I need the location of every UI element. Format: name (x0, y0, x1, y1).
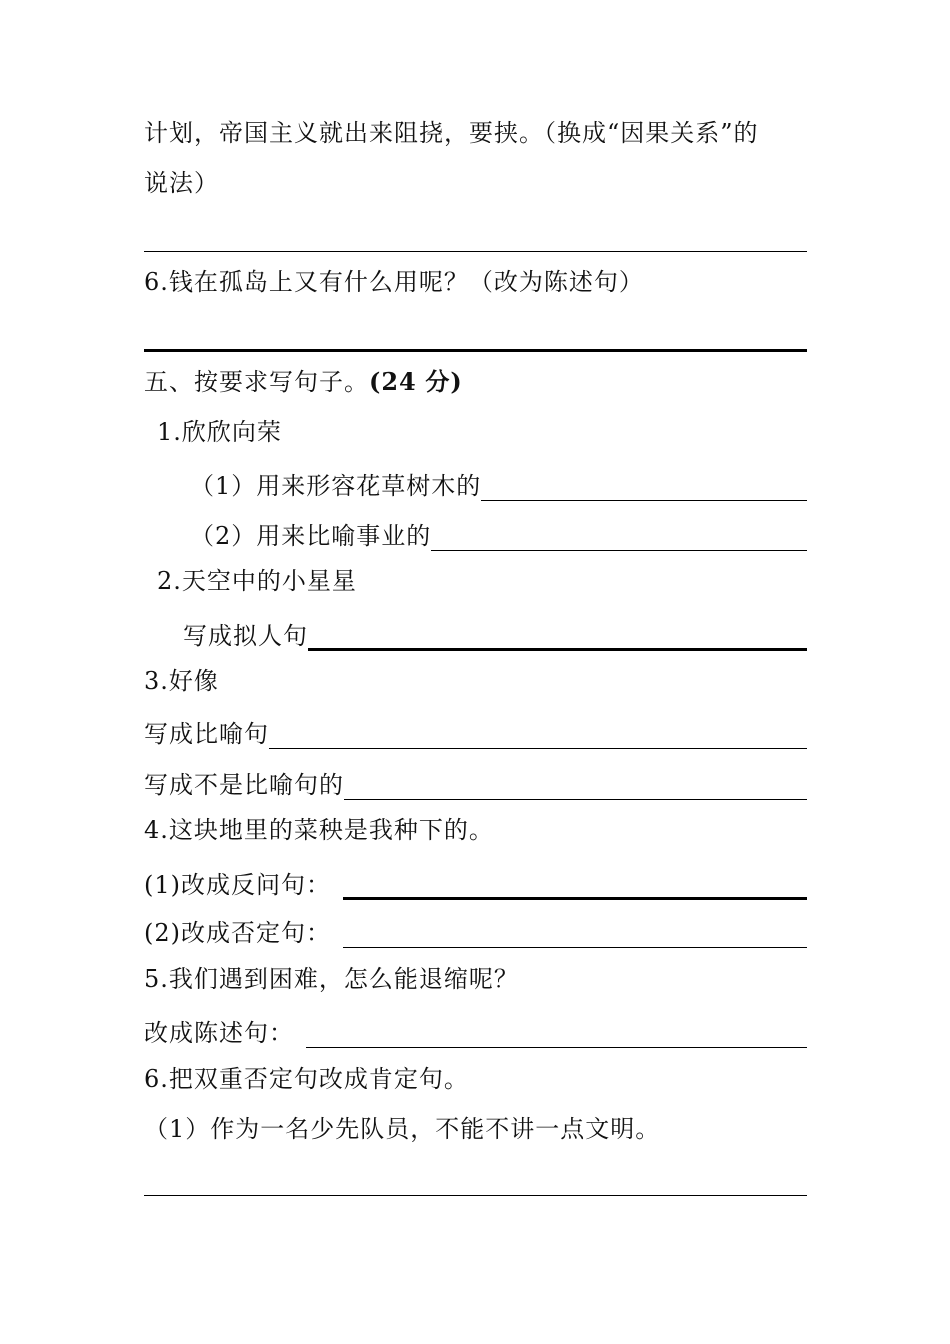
answer-row (144, 760, 807, 800)
answer-line[interactable] (144, 1195, 807, 1196)
answer-row (144, 709, 807, 749)
answer-label: 写成比喻句 (144, 720, 269, 748)
answer-label: (2)改成否定句： (144, 919, 331, 947)
section-heading (144, 367, 463, 397)
answer-line[interactable] (306, 1047, 807, 1048)
answer-line[interactable] (431, 550, 807, 551)
answer-line[interactable] (344, 799, 807, 800)
section-score: (24 (369, 367, 417, 396)
answer-line[interactable] (343, 897, 807, 900)
section-title: 五、按要求写句子。 (144, 368, 369, 396)
question-text: 说法） (144, 169, 219, 197)
answer-line[interactable] (144, 251, 807, 252)
answer-row (183, 611, 807, 651)
answer-row (144, 1008, 807, 1048)
answer-line[interactable] (308, 648, 807, 651)
question-title: 5.我们遇到困难，怎么能退缩呢？ (144, 965, 519, 993)
question-title: 4.这块地里的菜秧是我种下的。 (144, 816, 494, 844)
answer-line[interactable] (481, 500, 807, 501)
answer-row (190, 511, 807, 551)
question-title: 3.好像 (144, 667, 219, 695)
answer-row (190, 461, 807, 501)
question-text: 6.钱在孤岛上又有什么用呢？（改为陈述句） (144, 268, 644, 296)
answer-row (144, 908, 807, 948)
answer-line[interactable] (343, 947, 807, 948)
answer-label: (1)改成反问句： (144, 871, 331, 899)
question-text: （1）作为一名少先队员，不能不讲一点文明。 (144, 1115, 661, 1143)
answer-row (144, 860, 807, 900)
question-title: 2.天空中的小星星 (157, 567, 357, 595)
answer-line[interactable] (269, 748, 807, 749)
question-title: 6.把双重否定句改成肯定句。 (144, 1065, 469, 1093)
answer-label: （1）用来形容花草树木的 (190, 472, 482, 500)
answer-label: 写成不是比喻句的 (144, 771, 344, 799)
question-title: 1.欣欣向荣 (157, 418, 282, 446)
answer-label: 写成拟人句 (183, 622, 308, 650)
section-score-unit: 分) (425, 367, 463, 396)
answer-label: 改成陈述句： (144, 1019, 294, 1047)
question-text: 计划，帝国主义就出来阻挠，要挟。（换成“因果关系”的 (144, 119, 759, 147)
answer-line[interactable] (144, 349, 807, 352)
answer-label: （2）用来比喻事业的 (190, 522, 432, 550)
